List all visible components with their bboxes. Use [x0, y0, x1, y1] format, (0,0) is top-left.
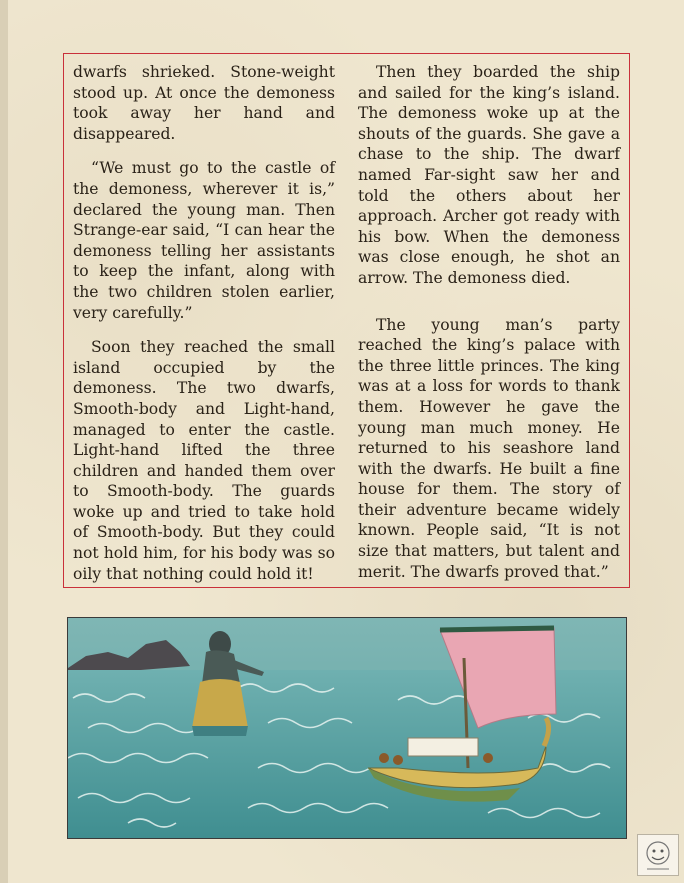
paragraph: Soon they reached the small island occupied by the demoness. The two dwarfs, Smooth-body and Light-hand, managed to enter the castle. Light-hand lifted the three children and handed them over to Smooth-body. The guards woke up and tried to take hold of Smooth-body. But they could not hold him, for his body was so oily that nothing could hold it!: [73, 338, 335, 583]
sea-chase-illustration: [68, 618, 627, 839]
paragraph: Then they boarded the ship and sailed for the king’s island. The demoness woke up at the shouts of the guards. She gave a chase to the ship. The dwarf named Far-sight saw her and told the others about her approach. Archer got ready with his bow. When the demoness was close enough, he shot an arrow. The demoness died.: [358, 63, 620, 287]
story-illustration: [67, 617, 627, 839]
library-stamp-icon: [637, 834, 679, 876]
paragraph: “We must go to the castle of the demoness, wherever it is,” declared the young man. Then Strange-ear said, “I can hear the demoness telling her assistants to keep the infant, along with the two children stolen earlier, very carefully.”: [73, 159, 335, 322]
page-binding-edge: [0, 0, 8, 883]
left-text-column: [73, 62, 335, 584]
paragraph: dwarfs shrieked. Stone-weight stood up. At once the demoness took away her hand and disappeared.: [73, 63, 335, 143]
right-text-column: [358, 62, 620, 582]
paragraph: The young man’s party reached the king’s palace with the three little princes. The king was at a loss for words to thank them. However he gave the young man much money. He returned to his seashore land with the dwarfs. He built a fine house for them. The story of their adventure became widely known. People said, “It is not size that matters, but talent and merit. The dwarfs proved that.”: [358, 315, 620, 581]
